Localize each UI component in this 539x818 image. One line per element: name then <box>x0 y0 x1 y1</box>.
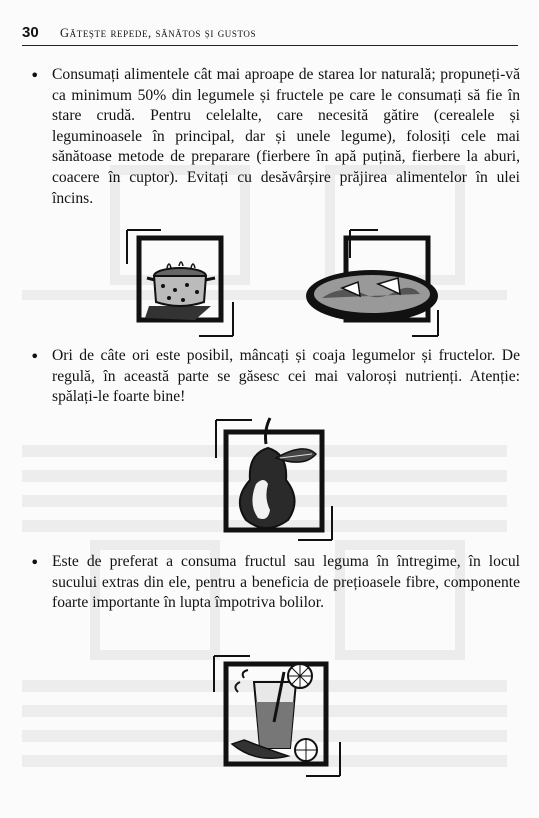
plated-dish-clipart <box>302 228 442 338</box>
page-number: 30 <box>22 24 39 41</box>
paragraph-3: Este de preferat a consuma fructul sau leguma în întregime, în locul sucului extras din ele, pentru a beneficia de prețioasele fibre, componente foarte importante în lupta împotriva bolilor. <box>52 553 520 612</box>
bullet-marker: • <box>30 66 40 85</box>
bullet-marker: • <box>30 553 40 572</box>
juice-glass-clipart <box>210 652 345 780</box>
page-header <box>22 24 522 44</box>
paragraph-2: Ori de câte ori este posibil, mâncați și coaja legumelor și fructelor. De regulă, în această parte se găsesc cei mai valoroși nutrienți. Atenție: spălați-le foarte bine! <box>52 347 520 406</box>
header-rule <box>22 45 518 46</box>
bullet-marker: • <box>30 347 40 366</box>
running-head: Gătește repede, sănătos și gustos <box>60 26 257 40</box>
pear-clipart <box>212 414 337 544</box>
pot-clipart <box>125 228 235 338</box>
paragraph-1: Consumați alimentele cât mai aproape de starea lor naturală; propuneți-vă ca minimum 50% din legumele și fructele pe care le consumați să fie în stare crudă. Pentru celelalte, care necesită gătire (cerealele și leguminoasele în principal, dar și unele legume), folosiți cele mai sănătoase metode de preparare (fierbere în apă puțină, fierbere la aburi, coacere în cuptor). Evitați cu desăvârșire prăjirea alimentelor în ulei încins. <box>52 66 520 207</box>
